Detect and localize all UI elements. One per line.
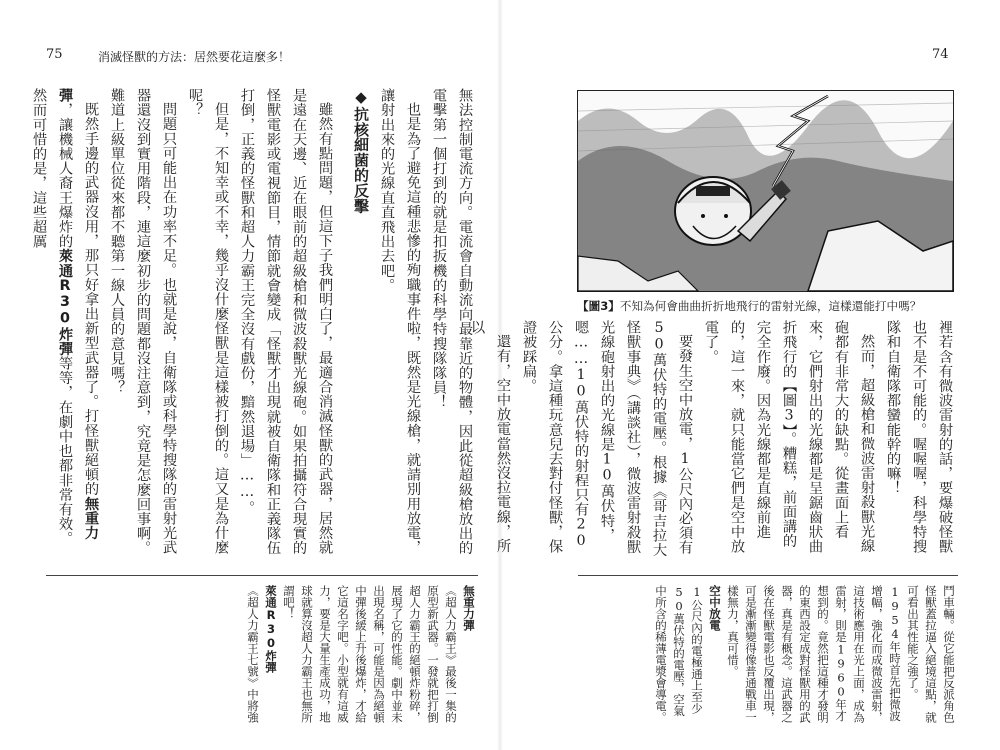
weapon-term: 萊通R30炸彈 — [57, 248, 73, 356]
paragraph: 但是，不知幸或不幸，幾乎沒什麼怪獸是這樣被打倒的。這又是為什麼呢？ — [187, 88, 229, 555]
running-head: 消滅怪獸的方法：居然要花這麼多！ — [98, 50, 291, 64]
footnote: 《超人力霸王》最後一集的原型新武器。一發就把打倒超人力霸王的絕頓炸粉碎，展現了它的性能。劇中並未出現名稱，可能是因為絕頓中彈後緩上升後爆炸，才給它這名字吧。小型就有這威力，要是大量生產成功，地球就算沒超人力霸王也無所謂吧！ — [282, 585, 458, 723]
laser-scene-icon — [578, 91, 953, 291]
figure-laser-illustration — [577, 90, 954, 292]
paragraph: 無法控制電流方向。電流會自動流向最靠近的物體，因此從超級槍放出的電擊第一個打到的就是扣扳機的科學特搜隊隊員！ — [431, 88, 473, 556]
weapon-term: 無重力彈 — [57, 88, 99, 541]
footnote-rule — [578, 575, 958, 576]
paragraph: 問題只可能出在功率不足。也就是說，自衛隊或科學特搜隊的雷射光武器還沒到實用階段，連這麼初步的問題都沒注意到，究竟是怎麼回事啊。難道上級單位從來都不聽第一線人員的意見嗎？ — [109, 88, 177, 556]
footnote-term: 空中放電 — [708, 585, 722, 631]
footnote: 《超人力霸王七號》中將強 — [246, 585, 260, 723]
footnote-term: 萊通R30炸彈 — [264, 585, 278, 673]
paragraph: 還有，空中放電當然沒拉電線，所以 — [469, 320, 511, 554]
footnotes — [578, 585, 958, 725]
paragraph-text: 既然手邊的武器沒用，那只好拿出新型武器了。打怪獸絕頓的 — [83, 102, 99, 497]
paragraph — [26, 88, 104, 558]
figure-caption — [577, 298, 957, 314]
main-text-column — [31, 88, 478, 558]
footnote — [706, 585, 724, 725]
paragraph: 也是為了避免這種悲慘的殉職事件啦，既然是光線槍，就請別用放電，讓射出來的光線直直飛出去吧。 — [379, 88, 421, 555]
right-main-text-column — [469, 320, 958, 560]
figure-caption-text: 不知為何會曲曲折折地飛行的雷射光線，這樣還能打中嗎？ — [619, 299, 922, 313]
footnote: 鬥車輛。從它能把反派角色怪獸蓋拉逼入絕境這點，就可看出其性能之強了。1954年時首先把微波增幅，強化而成微波雷射，這技術應用在光上面，成為雷射，則是1960年才想到的。竟然把這種才發明的東西設定成對怪獸用的武器，真是有概念。這武器之後在怪獸電影也反覆出現，可是漸漸變得像普通戰車一樣無力，真可惜。 — [726, 585, 956, 723]
footnotes — [46, 585, 478, 725]
paragraph: 然而，超級槍和微波雷射殺獸光線砲都有非常大的缺點。從畫面上看來，它們射出的光線都是呈鋸齒狀曲折飛行的【圖3】。糟糕，前面講的完全作廢。因為光線都是直線前進的，這一來，就只能當它們是空中放電了。 — [703, 320, 875, 554]
footnote: 1公尺內的電極通上至少50萬伏特的電壓，空氣中所含的稀薄電漿會導電。 — [654, 585, 704, 723]
footnote-rule — [46, 575, 478, 576]
paragraph-text: 等等，在劇中也都非常有效。然而可惜的是，這些超厲 — [31, 88, 73, 546]
page-number: 74 — [932, 47, 949, 62]
paragraph: 雖然有點問題，但這下子我們明白了，最適合消滅怪獸的武器，居然就是遠在天邊、近在眼前的超級槍和微波殺獸光線砲。如果拍攝符合現實的怪獸電影或電視節目，情節就會變成「怪獸才出現就被自衛隊和正義隊伍打倒，正義的怪獸和超人力霸王完全沒有戲份，黯然退場」……。 — [239, 88, 333, 556]
paragraph: 要發生空中放電，1公尺內必須有50萬伏特的電壓。根據《哥吉拉大怪獸事典》（講談社），微波雷射殺獸光線砲射出的光線是10萬伏特，嗯……10萬伏特的射程只有20公分。拿這種玩意兒去對付怪獸，保證被踩扁。 — [521, 320, 693, 557]
footnote-term: 無重力彈 — [462, 585, 476, 631]
section-heading: ◆抗核細菌的反擊 — [352, 88, 370, 214]
page-number: 75 — [46, 47, 63, 62]
figure-caption-tag: 【圖3】 — [577, 299, 620, 313]
footnote — [460, 585, 478, 725]
footnote — [262, 585, 280, 725]
paragraph-text: ，讓機械人裔王爆炸的 — [57, 102, 73, 249]
paragraph: 裡若含有微波雷射的話，要爆破怪獸也不是不可能的。喔喔喔，科學特搜隊和自衛隊都蠻能幹的嘛！ — [885, 320, 953, 554]
